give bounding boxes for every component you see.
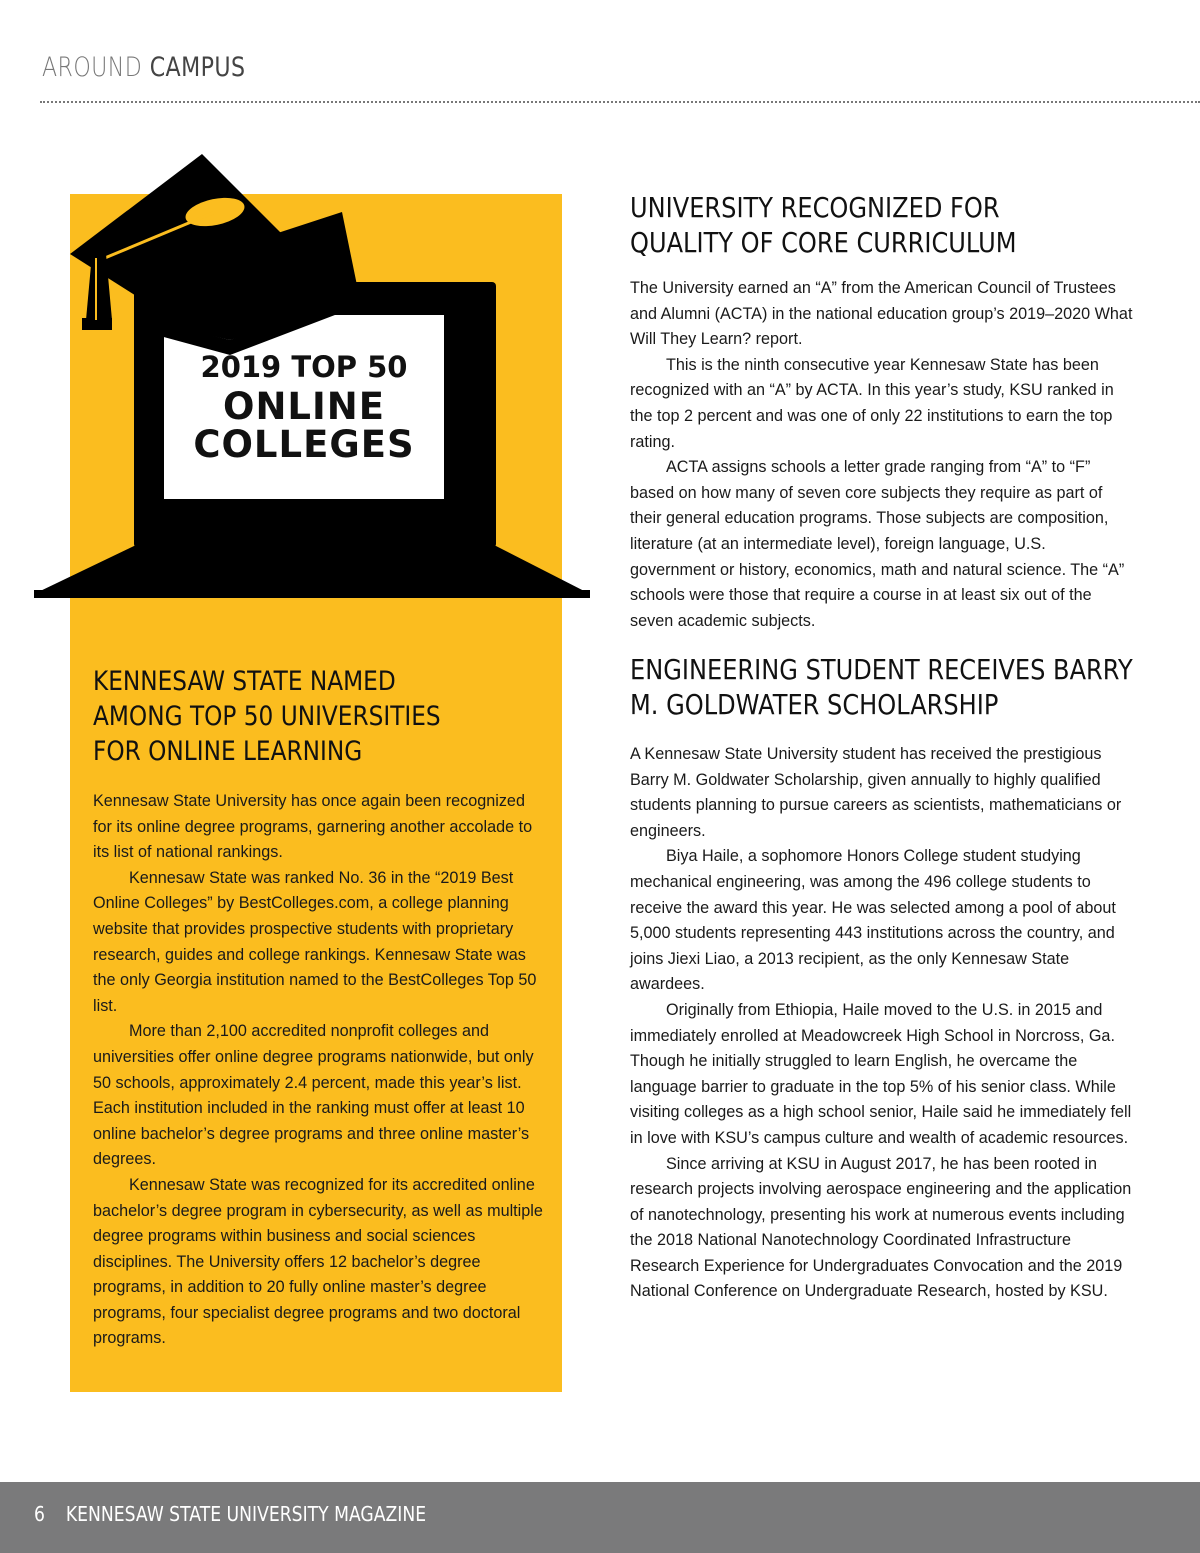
dotted-divider (40, 101, 1200, 103)
article-paragraph: Biya Haile, a sophomore Honors College student studying mechanical engineering, was among the 496 college students to receive the award this year. He was selected among a pool of about 5,000 students representing 443 institutions across the country, and joins Jiexi Liao, a 2013 recipient, as the only Kennesaw State awardees. (630, 847, 1116, 994)
illustration-line-3: COLLEGES (193, 423, 415, 466)
online-learning-article (93, 664, 543, 1352)
article-headline: UNIVERSITY RECOGNIZED FOR QUALITY OF CORE CURRICULUM (630, 191, 1017, 259)
article-paragraph: This is the ninth consecutive year Kennesaw State has been recognized with an “A” by ACTA. In this year’s study, KSU ranked in the top 2 percent and was one of only 22 institutions to earn the top rating. (630, 355, 1114, 451)
article-paragraph: Kennesaw State was recognized for its accredited online bachelor’s degree program in cybersecurity, as well as multiple degree programs within business and social sciences disciplines. The University offers 12 bachelor’s degree programs, in addition to 20 fully online master’s degree programs, four specialist degree programs and two doctoral programs. (93, 1175, 543, 1348)
article-paragraph: ACTA assigns schools a letter grade ranging from “A” to “F” based on how many of seven core subjects they require as part of their general education programs. Those subjects are composition, literature (at an intermediate level), foreign language, U.S. government or history, economics, math and natural science. The “A” schools were those that require a course in at least six out of the seven academic subjects. (630, 458, 1125, 630)
page-number: 6 (34, 1502, 45, 1526)
illustration-line-1: 2019 TOP 50 (200, 350, 408, 384)
article-body (630, 742, 1135, 1305)
illustration-line-2: ONLINE (222, 385, 385, 428)
page-footer (0, 1482, 1200, 1553)
article-body (630, 276, 1135, 634)
footer-text (34, 1502, 426, 1526)
article-paragraph: The University earned an “A” from the American Council of Trustees and Alumni (ACTA) in the national education group’s 2019–2020 What Will They Learn? report. (630, 279, 1133, 349)
article-paragraph: Originally from Ethiopia, Haile moved to the U.S. in 2015 and immediately enrolled at Meadowcreek High School in Norcross, Ga. Though he initially struggled to learn English, he overcame the language barrier to graduate in the top 5% of his senior class. While visiting colleges as a high school senior, Haile said he immediately fell in love with KSU’s campus culture and wealth of academic resources. (630, 1000, 1132, 1147)
article-paragraph: Kennesaw State University has once again been recognized for its online degree programs, garnering another accolade to its list of national rankings. (93, 792, 533, 862)
core-curriculum-article (630, 190, 1135, 634)
article-paragraph: Kennesaw State was ranked No. 36 in the “2019 Best Online Colleges” by BestColleges.com, a college planning website that provides prospective students with proprietary research, guides and college rankings. Kennesaw State was the only Georgia institution named to the BestColleges Top 50 list. (93, 868, 537, 1015)
goldwater-scholarship-article (630, 652, 1135, 1305)
publication-name: KENNESAW STATE UNIVERSITY MAGAZINE (65, 1502, 427, 1526)
article-paragraph: Since arriving at KSU in August 2017, he has been rooted in research projects involving aerospace engineering and the application of nanotechnology, presenting his work at numerous events including the 2018 National Nanotechnology Coordinated Infrastructure Research Experience for Undergraduates Convocation and the 2019 National Conference on Undergraduate Research, hosted by KSU. (630, 1154, 1132, 1301)
article-paragraph: A Kennesaw State University student has received the prestigious Barry M. Goldwater Scholarship, given annually to highly qualified students planning to pursue careers as scientists, mathematicians or engineers. (630, 745, 1122, 840)
article-headline: KENNESAW STATE NAMED AMONG TOP 50 UNIVERSITIES FOR ONLINE LEARNING (93, 666, 441, 767)
article-headline: ENGINEERING STUDENT RECEIVES BARRY M. GOLDWATER SCHOLARSHIP (630, 653, 1133, 721)
section-label-bold: CAMPUS (149, 52, 246, 83)
article-paragraph: More than 2,100 accredited nonprofit colleges and universities offer online degree programs nationwide, but only 50 schools, approximately 2.4 percent, made this year’s list. Each institution included in the ranking must offer at least 10 online bachelor’s degree programs and three online master’s degrees. (93, 1022, 534, 1169)
section-label (42, 52, 245, 83)
section-label-light: AROUND (42, 52, 143, 83)
article-body (93, 789, 543, 1352)
